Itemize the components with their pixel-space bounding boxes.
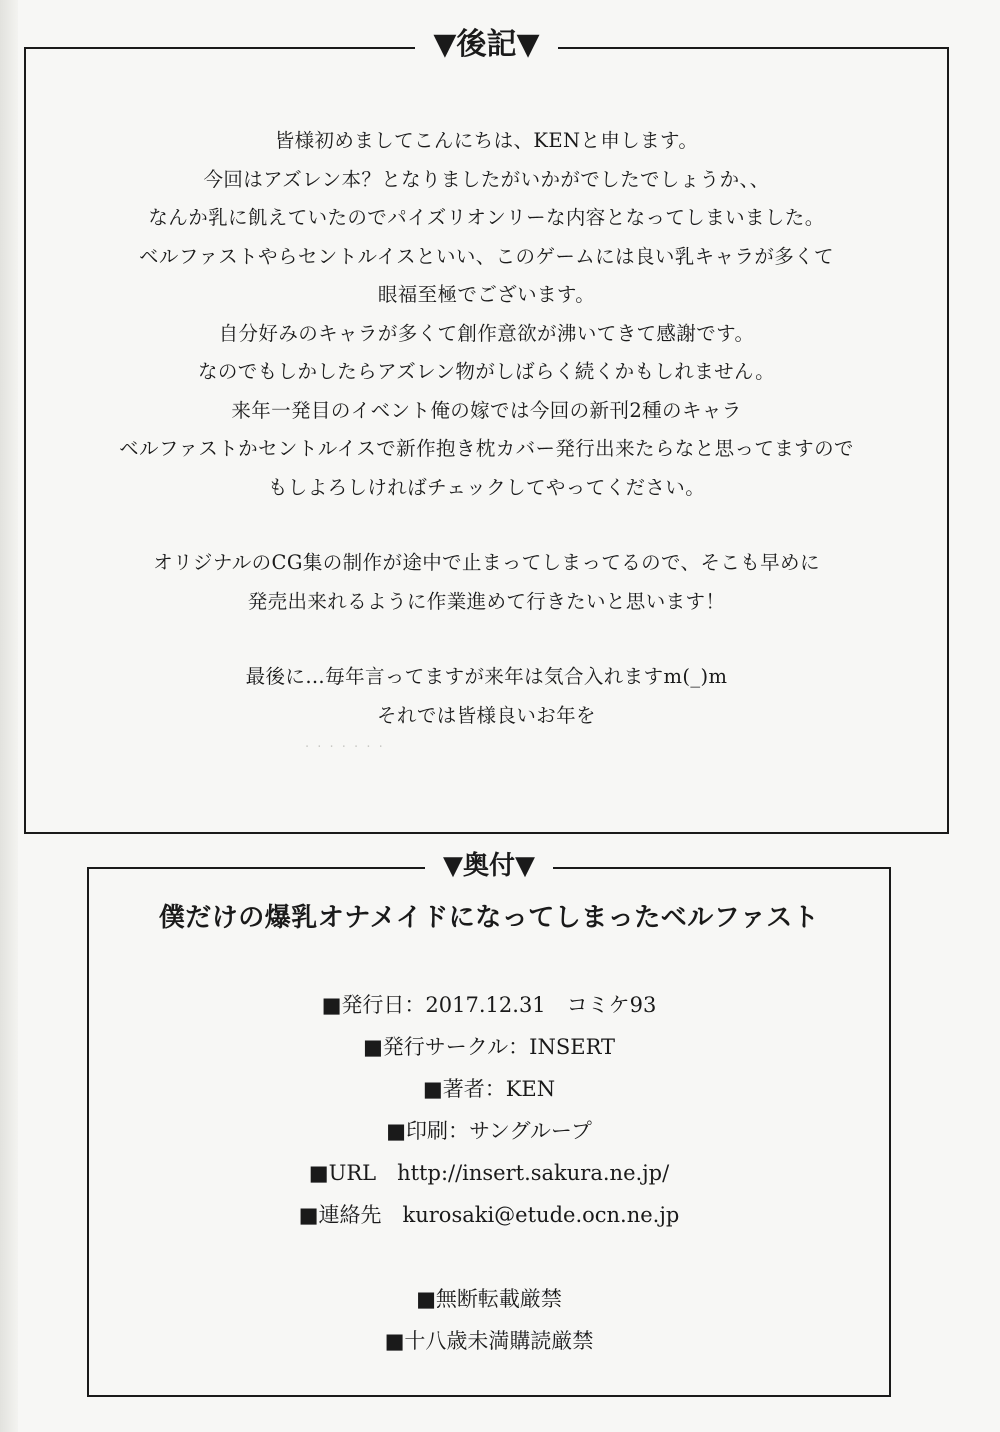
contact-email: ■連絡先 kurosaki@etude.ocn.ne.jp — [298, 1203, 680, 1227]
website-url: ■URL http://insert.sakura.ne.jp/ — [308, 1161, 670, 1185]
afterword-line: 眼福至極でございます。 — [377, 283, 596, 306]
no-reprint-notice: ■無断転載厳禁 — [416, 1287, 562, 1311]
publication-date: ■発行日：2017.12.31 コミケ93 — [321, 993, 657, 1017]
colophon-box — [87, 851, 891, 1397]
author: ■著者：KEN — [422, 1077, 556, 1101]
afterword-line: 自分好みのキャラが多くて創作意欲が沸いてきて感謝です。 — [218, 321, 755, 345]
afterword-line: なんか乳に飢えていたのでパイズリオンリーな内容となってしまいました。 — [148, 206, 825, 229]
afterword-heading — [26, 27, 947, 62]
afterword-line: もしよろしければチェックしてやってください。 — [267, 475, 706, 499]
page-binding-edge — [0, 0, 18, 1432]
notice-gap — [89, 1236, 889, 1278]
colophon-info — [89, 984, 889, 1362]
age-restriction-notice: ■十八歳未満購読厳禁 — [384, 1329, 594, 1353]
afterword-line: なのでもしかしたらアズレン物がしばらく続くかもしれません。 — [197, 360, 775, 383]
afterword-line: 発売出来れるように作業進めて行きたいと思います！ — [247, 589, 726, 613]
paragraph-gap — [26, 507, 947, 544]
paragraph-gap — [26, 621, 947, 658]
faint-bleedthrough-mark: · · · · · · · — [305, 740, 385, 755]
afterword-line: 皆様初めましてこんにちは、KENと申します。 — [274, 129, 699, 152]
afterword-box — [24, 27, 949, 834]
afterword-line: それでは皆様良いお年を — [377, 703, 596, 727]
afterword-body — [26, 122, 947, 735]
afterword-line: 今回はアズレン本？となりましたがいかがでしたでしょうか、、 — [203, 167, 770, 191]
afterword-line: ベルファストやらセントルイスといい、このゲームには良い乳キャラが多くて — [139, 244, 834, 268]
book-title: 僕だけの爆乳オナメイドになってしまったベルファスト — [158, 903, 820, 933]
colophon-heading — [89, 853, 889, 879]
afterword-heading-text: ▼後記▼ — [415, 27, 557, 62]
printer: ■印刷：サングループ — [386, 1119, 592, 1143]
afterword-line: 来年一発目のイベント俺の嫁では今回の新刊2種のキャラ — [231, 398, 742, 422]
colophon-heading-text: ▼奥付▼ — [425, 851, 553, 881]
publishing-circle: ■発行サークル：INSERT — [362, 1035, 616, 1059]
afterword-line: オリジナルのCG集の制作が途中で止まってしまってるので、そこも早めに — [153, 551, 820, 574]
afterword-line: 最後に…毎年言ってますが来年は気合入れますm(_)m — [245, 665, 728, 688]
afterword-line: ベルファストかセントルイスで新作抱き枕カバー発行出来たらなと思ってますので — [119, 437, 854, 460]
